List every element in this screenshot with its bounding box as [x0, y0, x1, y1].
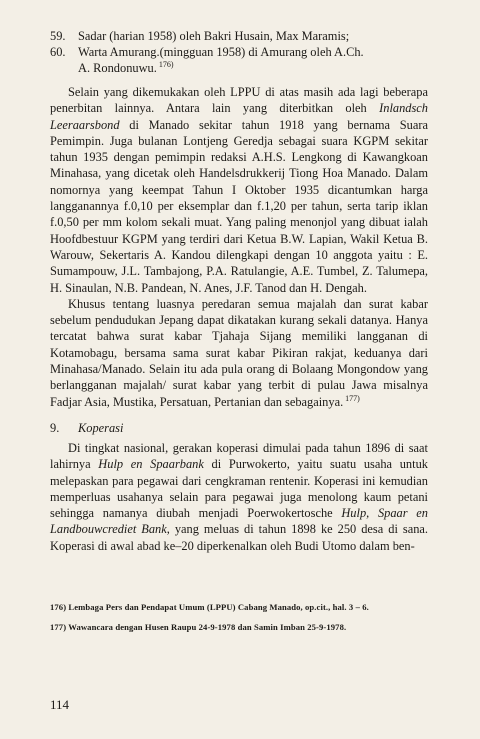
para-text: di Manado sekitar tahun 1918 yang bernama Suara Pemimpin. Juga bulanan Lontjeng Geredja sebagai suara KGPM sekitar tahun 1935 dengan pemimpin redaksi A.H.S. Lengkong di Kawangkoan Minahasa, yang dicetak oleh Handelsdrukkerij Tiong Hoa Manado. Dalam nomornya yang keempat Tahun I Oktober 1935 dicantumkan harga langganannya f.0,10 per eksemplar dan f.1,20 per tahun, serta tarip iklan f.0,50 per mm kolom sekali muat. Yang paling menonjol yang dibuat ialah Hoofdbestuur KGPM yang terdiri dari Ketua B.W. Lapian, Wakil Ketua B. Warouw, Sekertaris A. Kandou dilengkapi dengan 10 anggota yaitu : E. Sumampouw, J.L. Tambajong, P.A. Ratulangie, A.E. Tumbel, Z. Talumepa, H. Sinaulan, N.B. Pandean, N. Anes, J.F. Tanod dan H. Dengah. — [50, 117, 428, 295]
italic-term: Hulp, Spaar en Landbouwcrediet Bank — [50, 506, 428, 537]
list-text-line2: A. Rondonuwu. — [78, 61, 157, 75]
section-title: Koperasi — [78, 420, 124, 435]
italic-term: Hulp en Spaarbank — [98, 457, 204, 472]
footnote-176: 176) Lembaga Pers dan Pendapat Umum (LPPU) Cabang Manado, op.cit., hal. 3 – 6. — [50, 602, 369, 612]
para-text: Selain yang dikemukakan oleh LPPU di atas masih ada lagi beberapa penerbitan lainnya. Antara lain yang diterbitkan oleh — [50, 85, 428, 116]
para-text: di Purwokerto, yaitu suatu usaha untuk melepaskan para pegawai dari cengkraman rentenir. Koperasi ini kemudian memperluas usahanya selain para pegawai juga menolong kaum petani sehingga namanya diubah menjadi Poerwokertosche — [50, 457, 428, 521]
paragraph-lppu — [50, 84, 428, 296]
footnotes — [50, 601, 428, 641]
list-text: Sadar (harian 1958) oleh Bakri Husain, Max Maramis; — [78, 29, 350, 43]
main-text — [50, 28, 428, 554]
list-number: 60. — [50, 45, 66, 59]
italic-term: Inlandsch Leeraarsbond — [50, 101, 428, 132]
section-heading — [50, 420, 428, 436]
footnote-177: 177) Wawancara dengan Husen Raupu 24-9-1978 dan Samin Imban 25-9-1978. — [50, 622, 347, 632]
list-item-60 — [50, 44, 428, 76]
paragraph-koperasi — [50, 440, 428, 554]
para-text: Di tingkat nasional, gerakan koperasi dimulai pada tahun 1896 di saat lahirnya — [50, 440, 428, 472]
para-text: , yang meluas di tahun 1898 ke 250 desa di sana. Koperasi di awal abad ke–20 diperkenalkan oleh Budi Utomo dalam ben- — [50, 522, 428, 553]
list-number: 59. — [50, 29, 66, 43]
paragraph-peredaran — [50, 296, 428, 410]
list-text-line2-wrap — [78, 60, 428, 76]
list-item-59 — [50, 28, 428, 44]
section-number: 9. — [50, 420, 60, 435]
list-text-line1: Warta Amurang.(mingguan 1958) di Amurang oleh A.Ch. — [78, 45, 364, 59]
para-text: Khusus tentang luasnya peredaran semua majalah dan surat kabar sebelum pendudukan Jepang dapat dikatakan kurang sekali datanya. Hanya tercatat bahwa surat kabar Tjahaja Sijang memiliki langganan di Kotamobagu, bersama sama surat kabar Pikiran rakjat, keduanya dari Minahasa/Manado. Selain itu ada pula orang di Bolaang Mongondow yang berlangganan majalah/ surat kabar yang terbit di pulau Jawa misalnya Fadjar Asia, Mustika, Persatuan, Pertanian dan sebagainya. — [50, 296, 428, 409]
page-number: 114 — [50, 697, 70, 712]
footnote-ref-177[interactable]: 177) — [345, 393, 360, 403]
footnote-ref-176[interactable]: 176) — [158, 59, 174, 69]
